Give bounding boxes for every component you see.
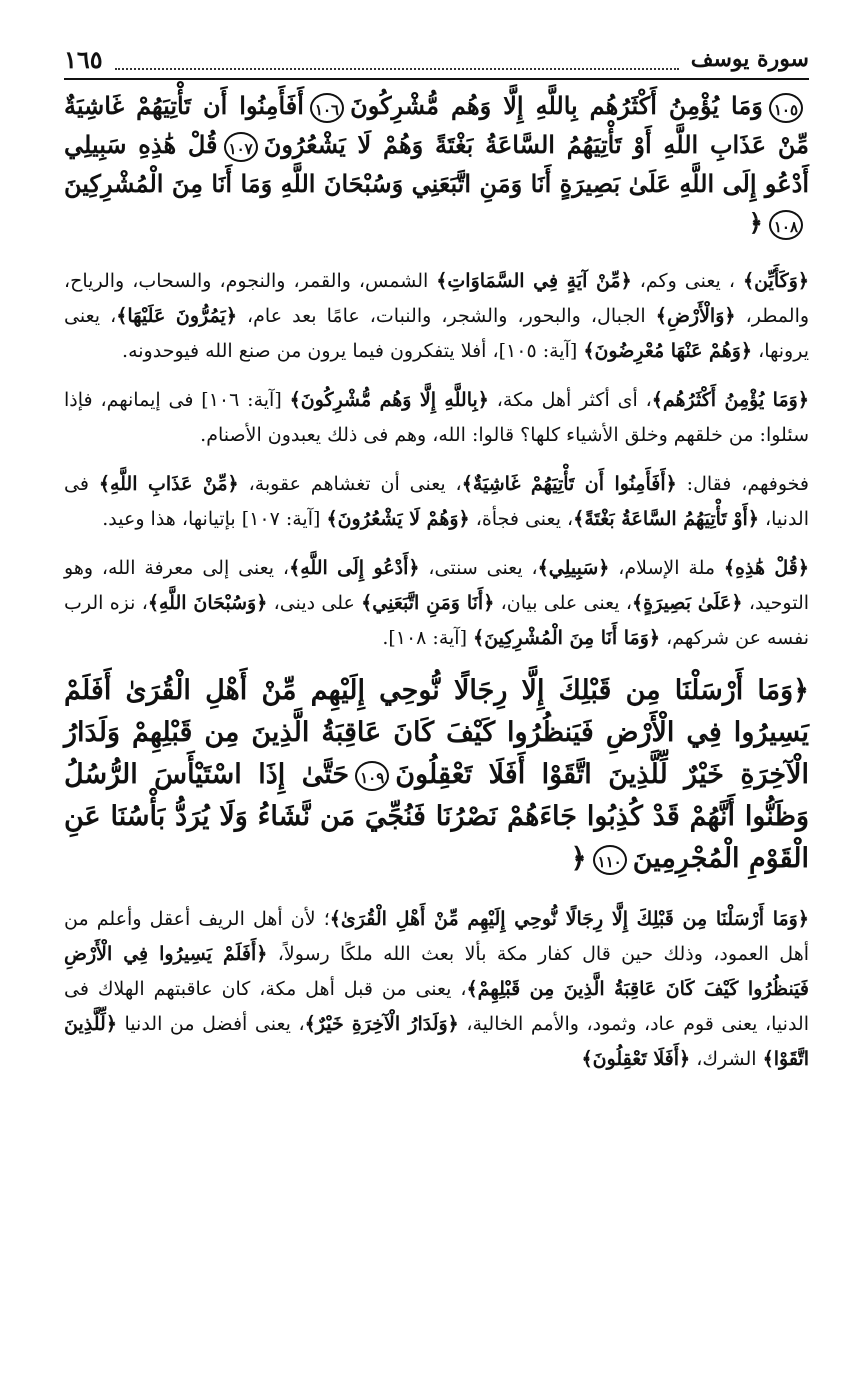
quote-close: ﴾ bbox=[723, 557, 736, 579]
ayah-marker-110: ١١٠ bbox=[593, 845, 627, 875]
quote-close: ﴾ bbox=[304, 1013, 316, 1035]
quote-open: ﴿ bbox=[227, 473, 239, 495]
header-dots bbox=[115, 67, 679, 70]
quote-open: ﴿ bbox=[648, 627, 661, 649]
quote-close: ﴾ bbox=[466, 978, 478, 1000]
quote-open: ﴿ bbox=[483, 592, 495, 614]
commentary-paragraph-3 bbox=[64, 467, 809, 537]
commentary-text: الشرك، bbox=[696, 1048, 757, 1070]
quote-open: ﴿ bbox=[797, 270, 810, 292]
quote-close: ﴾ bbox=[147, 592, 159, 614]
commentary-text: ، يعنى يرونها، bbox=[64, 305, 809, 362]
quoted-phrase: أَفَلَا تَعْقِلُونَ bbox=[592, 1048, 680, 1070]
commentary-text: ، يعنى إلى معرفة الله، وهو التوحيد، bbox=[64, 557, 810, 614]
quoted-phrase: أَفَلَمْ يَسِيرُوا فِي الْأَرْضِ فَيَنظُرُوا كَيْفَ كَانَ عَاقِبَةُ الَّذِينَ مِن قَبْلِهِمْ bbox=[64, 943, 809, 1000]
quoted-phrase: وَسُبْحَانَ اللَّهِ bbox=[159, 592, 257, 614]
quote-open: ﴿ bbox=[797, 908, 809, 930]
ayah-marker-105: ١٠٥ bbox=[769, 93, 803, 123]
verse-close-ornament: ﴿ bbox=[748, 208, 763, 237]
quran-verses-middle bbox=[64, 670, 809, 880]
quote-open: ﴿ bbox=[225, 305, 237, 327]
verse-107-text: أَفَأَمِنُوا أَن تَأْتِيَهُمْ غَاشِيَةٌ مِّنْ عَذَابِ اللَّهِ أَوْ تَأْتِيَهُمُ السَّاعَةُ بَغْتَةً وَهُمْ لَا يَشْعُرُونَ bbox=[64, 91, 809, 159]
quoted-phrase: أَفَأَمِنُوا أَن تَأْتِيَهُمْ غَاشِيَةٌ bbox=[472, 473, 666, 495]
quoted-phrase: بِاللَّهِ إِلَّا وَهُم مُّشْرِكُونَ bbox=[300, 389, 478, 411]
quote-close: ﴾ bbox=[581, 1048, 593, 1070]
quote-open: ﴿ bbox=[797, 557, 810, 579]
quote-close: ﴾ bbox=[655, 305, 667, 327]
commentary-text: ، يعنى سنتى، bbox=[428, 557, 538, 579]
quote-open: ﴿ bbox=[598, 557, 610, 579]
commentary-text: ، يعنى على بيان، bbox=[500, 592, 632, 614]
quoted-phrase: أَوْ تَأْتِيَهُمُ السَّاعَةُ بَغْتَةً bbox=[584, 508, 748, 530]
quote-open: ﴿ bbox=[458, 508, 470, 530]
quoted-phrase: وَمَا أَنَا مِنَ الْمُشْرِكِينَ bbox=[484, 627, 649, 649]
commentary-text: ، يعنى وكم، bbox=[639, 270, 735, 292]
quoted-phrase: سَبِيلِي bbox=[548, 557, 599, 579]
commentary-text: [آية: ١٠٨]. bbox=[382, 627, 467, 649]
quote-close: ﴾ bbox=[473, 627, 485, 649]
quote-close: ﴾ bbox=[98, 473, 110, 495]
commentary-text: الشمس، والقمر، والنجوم، والسحاب، والرياح، والمطر، bbox=[64, 270, 810, 327]
ayah-marker-106: ١٠٦ bbox=[310, 93, 344, 123]
quote-open: ﴿ bbox=[740, 340, 753, 362]
commentary-text: على دينى، bbox=[273, 592, 355, 614]
quoted-phrase: وَمَا أَرْسَلْنَا مِن قَبْلِكَ إِلَّا رِجَالًا نُّوحِي إِلَيْهِم مِّنْ أَهْلِ الْقُرَىٰ bbox=[340, 908, 798, 930]
quote-open: ﴿ bbox=[408, 557, 420, 579]
quote-open: ﴿ bbox=[256, 943, 268, 965]
quoted-phrase: أَدْعُو إِلَى اللَّهِ bbox=[300, 557, 409, 579]
quoted-phrase: وَهُمْ عَنْهَا مُعْرِضُونَ bbox=[594, 340, 741, 362]
commentary-text: فى الدنيا، bbox=[64, 473, 809, 530]
quote-close: ﴾ bbox=[537, 557, 549, 579]
quote-open: ﴿ bbox=[665, 473, 677, 495]
page-header bbox=[64, 40, 809, 80]
quote-close: ﴾ bbox=[116, 305, 128, 327]
quoted-phrase: وَالْأَرْضِ bbox=[666, 305, 725, 327]
quoted-phrase: أَنَا وَمَنِ اتَّبَعَنِي bbox=[372, 592, 484, 614]
commentary-text: [آية: ١٠٥]، أفلا يتفكرون فيما يرون من صنع الله فيوحدونه. bbox=[122, 340, 578, 362]
quote-open: ﴿ bbox=[724, 305, 736, 327]
quoted-phrase: وَلَدَارُ الْآخِرَةِ خَيْرٌ bbox=[315, 1013, 448, 1035]
quote-open: ﴿ bbox=[256, 592, 268, 614]
quote-close: ﴾ bbox=[289, 557, 301, 579]
commentary-text: ، يعنى فجأة، bbox=[475, 508, 574, 530]
commentary-text: ؛ لأن أهل الريف أعقل وأعلم من أهل العمود، وذلك حين قال كفار مكة بألا بعث الله ملكًا رسولاً، bbox=[64, 908, 809, 965]
commentary-text: [آية: ١٠٧] بإتيانها، هذا وعيد. bbox=[102, 508, 321, 530]
commentary-text: ، أى أكثر أهل مكة، bbox=[496, 389, 652, 411]
commentary-paragraph-4 bbox=[64, 551, 809, 656]
quoted-phrase: مِّنْ عَذَابِ اللَّهِ bbox=[109, 473, 228, 495]
verse-open-ornament: ﴿ bbox=[793, 675, 809, 706]
quote-open: ﴿ bbox=[620, 270, 632, 292]
quoted-phrase: وَهُمْ لَا يَشْعُرُونَ bbox=[337, 508, 459, 530]
verse-close-ornament: ﴿ bbox=[570, 843, 587, 874]
quoted-phrase: وَكَأَيِّن bbox=[754, 270, 798, 292]
quoted-phrase: لِّلَّذِينَ اتَّقَوْا bbox=[64, 1013, 809, 1070]
quote-close: ﴾ bbox=[742, 270, 755, 292]
verse-108-text: قُلْ هَٰذِهِ سَبِيلِي أَدْعُو إِلَى اللَّهِ عَلَىٰ بَصِيرَةٍ أَنَا وَمَنِ اتَّبَعَنِي وَسُبْحَانَ اللَّهِ وَمَا أَنَا مِنَ الْمُشْرِكِينَ bbox=[64, 130, 810, 198]
ayah-marker-107: ١٠٧ bbox=[224, 132, 258, 162]
quote-close: ﴾ bbox=[361, 592, 373, 614]
quote-close: ﴾ bbox=[326, 508, 338, 530]
commentary-paragraph-1 bbox=[64, 264, 809, 369]
quran-verses-top bbox=[64, 86, 809, 242]
quote-close: ﴾ bbox=[436, 270, 448, 292]
quote-open: ﴿ bbox=[747, 508, 759, 530]
quote-close: ﴾ bbox=[583, 340, 595, 362]
quoted-phrase: يَمُرُّونَ عَلَيْهَا bbox=[127, 305, 226, 327]
commentary-text: فخوفهم، فقال: bbox=[686, 473, 810, 495]
commentary-text: [آية: ١٠٦] فى إيمانهم، فإذا سئلوا: من خلقهم وخلق الأشياء كلها؟ قالوا: الله، وهم فى ذلك يعبدون الأصنام. bbox=[64, 389, 809, 446]
quoted-phrase: عَلَىٰ بَصِيرَةٍ bbox=[643, 592, 732, 614]
verse-109-text: وَمَا أَرْسَلْنَا مِن قَبْلِكَ إِلَّا رِجَالًا نُّوحِي إِلَيْهِم مِّنْ أَهْلِ الْقُرَىٰ أَفَلَمْ يَسِيرُوا فِي الْأَرْضِ فَيَنظُرُوا كَيْفَ كَانَ عَاقِبَةُ الَّذِينَ مِن قَبْلِهِمْ وَلَدَارُ الْآخِرَةِ خَيْرٌ لِّلَّذِينَ اتَّقَوْا أَفَلَا تَعْقِلُونَ bbox=[64, 675, 809, 790]
quote-close: ﴾ bbox=[631, 592, 644, 614]
quoted-phrase: وَمَا يُؤْمِنُ أَكْثَرُهُم bbox=[662, 389, 798, 411]
quote-close: ﴾ bbox=[289, 389, 301, 411]
verse-110-text: حَتَّىٰ إِذَا اسْتَيْأَسَ الرُّسُلُ وَظَنُّوا أَنَّهُمْ قَدْ كُذِبُوا جَاءَهُمْ نَصْرُنَا فَنُجِّيَ مَن نَّشَاءُ وَلَا يُرَدُّ بَأْسُنَا عَنِ الْقَوْمِ الْمُجْرِمِينَ bbox=[64, 759, 809, 874]
quote-close: ﴾ bbox=[651, 389, 663, 411]
commentary-text: الجبال، والبحور، والشجر، والنبات، عامًا بعد عام، bbox=[247, 305, 646, 327]
commentary-paragraph-2 bbox=[64, 383, 809, 453]
commentary-text: ، يعنى من قبل أهل مكة، كان عاقبتهم الهلاك فى الدنيا، يعنى قوم عاد، وثمود، والأمم الخالية، bbox=[64, 978, 809, 1035]
commentary-text: ، يعنى أن تغشاهم عقوبة، bbox=[248, 473, 462, 495]
ayah-marker-108: ١٠٨ bbox=[769, 210, 803, 240]
quote-close: ﴾ bbox=[461, 473, 473, 495]
quoted-phrase: قُلْ هَٰذِهِ bbox=[735, 557, 798, 579]
quote-open: ﴿ bbox=[797, 389, 809, 411]
quote-open: ﴿ bbox=[679, 1048, 691, 1070]
quote-open: ﴿ bbox=[105, 1013, 117, 1035]
commentary-text: ، يعنى أفضل من الدنيا bbox=[124, 1013, 305, 1035]
page-content bbox=[64, 86, 809, 1091]
quote-close: ﴾ bbox=[573, 508, 585, 530]
verse-106-text: وَمَا يُؤْمِنُ أَكْثَرُهُم بِاللَّهِ إِلَّا وَهُم مُّشْرِكُونَ bbox=[350, 91, 763, 120]
quote-close: ﴾ bbox=[762, 1048, 774, 1070]
ayah-marker-109: ١٠٩ bbox=[355, 761, 389, 791]
page-number: ١٦٥ bbox=[64, 44, 103, 74]
commentary-text: ملة الإسلام، bbox=[618, 557, 716, 579]
surah-name: سورة يوسف bbox=[690, 46, 809, 72]
quote-open: ﴿ bbox=[477, 389, 489, 411]
commentary-paragraph-5 bbox=[64, 902, 809, 1077]
quote-close: ﴾ bbox=[329, 908, 341, 930]
quote-open: ﴿ bbox=[447, 1013, 459, 1035]
quoted-phrase: مِّنْ آيَةٍ فِي السَّمَاوَاتِ bbox=[447, 270, 621, 292]
quote-open: ﴿ bbox=[731, 592, 743, 614]
commentary-text: ، نزه الرب نفسه عن شركهم، bbox=[64, 592, 809, 649]
